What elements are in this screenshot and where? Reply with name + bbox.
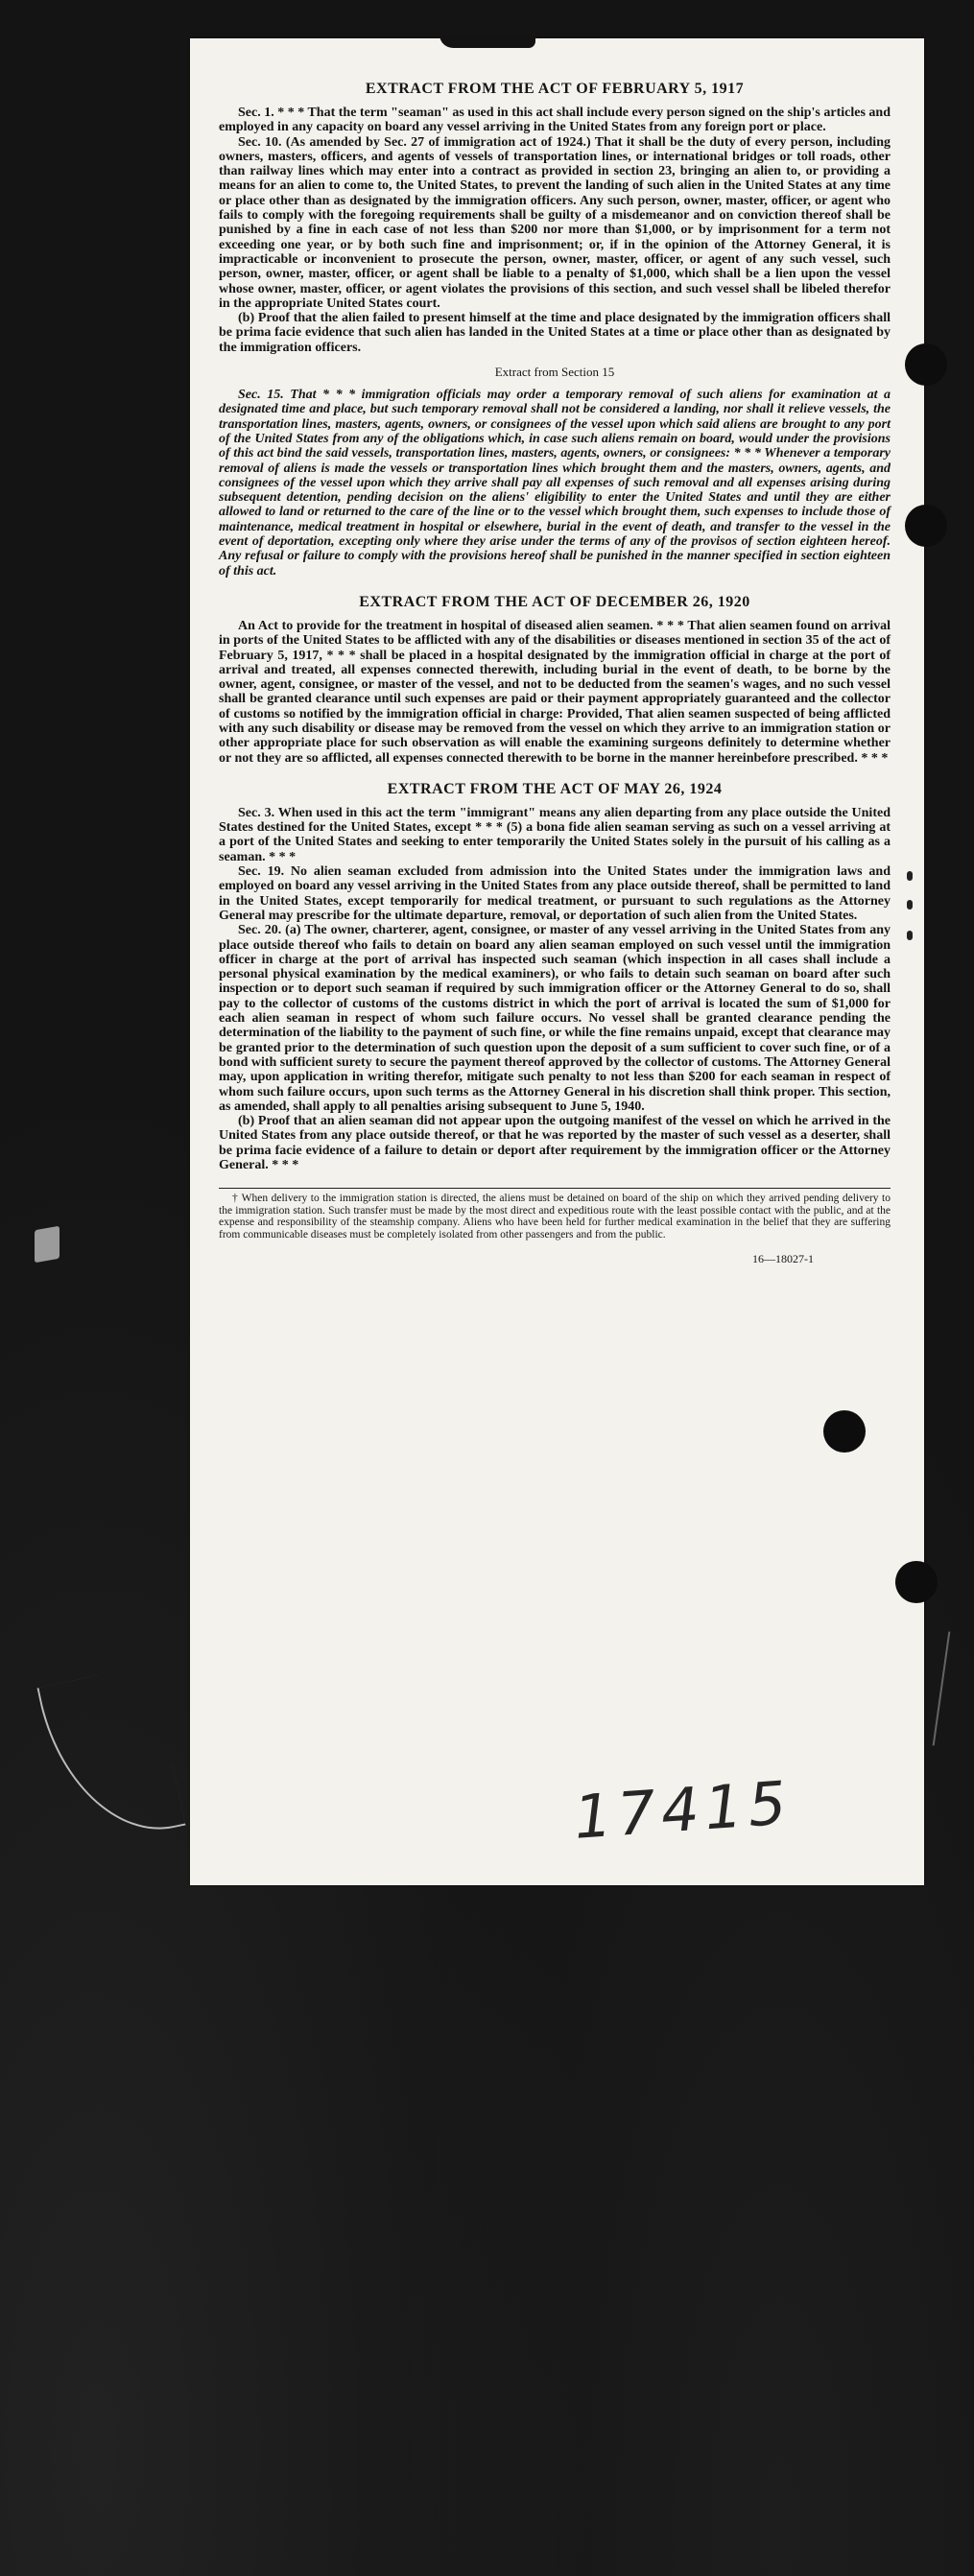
handwritten-number: 17415: [571, 1767, 795, 1853]
footnote-divider: [219, 1188, 891, 1189]
paragraph-sec-19: Sec. 19. No alien seaman excluded from admission into the United States under the immigration laws and employed on board any vessel arriving in the United States from any place outside thereof, shall be permitted to land in the United States, except temporarily for medical treatment, or pursuant to such regulations as the Attorney General may prescribe for the ultimate departure, removal, or deportation of such alien from the United States.: [219, 864, 891, 923]
document-content: [219, 81, 891, 1266]
subheading-section-15: Extract from Section 15: [494, 365, 615, 380]
paragraph-sec-10b: (b) Proof that the alien failed to present himself at the time and place designated by the immigration officers shall be prima facie evidence that such alien has landed in the United States at a time or place other than as designated by the immigration officers.: [219, 311, 891, 355]
heading-act-1917: EXTRACT FROM THE ACT OF FEBRUARY 5, 1917: [365, 81, 745, 97]
margin-mark: [907, 871, 913, 881]
punch-hole: [823, 1410, 866, 1453]
act-1917-section: [219, 81, 891, 579]
film-mark: [35, 1226, 59, 1264]
footnote: [219, 1193, 891, 1241]
punch-hole: [905, 505, 947, 547]
paragraph-sec-20a: Sec. 20. (a) The owner, charterer, agent, consignee, or master of any vessel arriving in the United States from any place outside thereof who fails to detain on board any alien seaman employed on such vessel until the immigration officer in charge at the port of arrival has inspected such seaman (which inspection in all cases shall include a personal physical examination by the medical examiners), or who fails to detain such seaman on board after such inspection or to deport such seaman if required by such immigration officer or the Attorney General to do so, shall pay to the collector of customs of the customs district in which the port of arrival is located the sum of $1,000 for each alien seaman in respect of whom such failure occurs. No vessel shall be granted clearance pending the determination of the liability to the payment of such fine, or while the fine remains unpaid, except that clearance may be granted prior to the determination of such question upon the deposit of a sum sufficient to cover such fine, or of a bond with sufficient surety to secure the payment thereof approved by the collector of customs. The Attorney General may, upon application in writing therefor, mitigate such penalty to not less than $200 for each seaman in respect of whom such failure occurs, upon such terms as the Attorney General in his discretion shall think proper. This section, as amended, shall apply to all penalties arising subsequent to June 5, 1940.: [219, 923, 891, 1114]
margin-mark: [907, 900, 913, 910]
form-number: 16—18027-1: [752, 1252, 814, 1266]
margin-mark: [907, 931, 913, 940]
paragraph-sec-1: Sec. 1. * * * That the term "seaman" as used in this act shall include every person signed on the ship's articles and employed in any capacity on board any vessel arriving in the United States from any foreign port or place.: [219, 106, 891, 135]
paragraph-sec-3: Sec. 3. When used in this act the term "immigrant" means any alien departing from any place outside the United States destined for the United States, except * * * (5) a bona fide alien seaman serving as such on a vessel arriving at a port of the United States and seeking to enter temporarily the United States solely in the pursuit of his calling as a seaman. * * *: [219, 805, 891, 864]
punch-hole: [895, 1561, 938, 1603]
heading-act-1920: EXTRACT FROM THE ACT OF DECEMBER 26, 1920: [359, 593, 750, 610]
punch-hole: [905, 343, 947, 386]
paragraph-sec-15: Sec. 15. That * * * immigration officials may order a temporary removal of such aliens for examination at a designated time and place, but such temporary removal shall not be considered a landing, nor shall it relieve vessels, the transportation lines, masters, agents, owners, or consignees of the vessel upon which said aliens are brought to any port of the United States from any of the obligations which, in case such aliens remain on board, would under the provisions of this act bind the said vessels, transportation lines, masters, agents, owners, or consignees: * * * Whenever a temporary removal of aliens is made the vessels or transportation lines which brought them and the masters, owners, agents, and consignees of the vessel upon which they arrive shall pay all expenses of such removal and all expenses arising during subsequent detention, pending decision on the aliens' eligibility to enter the United States and until they are either allowed to land or returned to the care of the line or to the vessel which brought them, such expenses to include those of maintenance, medical treatment in hospital or elsewhere, burial in the event of death, and transfer to the vessel in the event of deportation, excepting only where they arise under the terms of any of the provisos of section eighteen hereof. Any refusal or failure to comply with the provisions hereof shall be punished in the manner specified in section eighteen of this act.: [219, 388, 891, 579]
paragraph-sec-20b: (b) Proof that an alien seaman did not appear upon the outgoing manifest of the vessel on which he arrived in the United States from any place outside thereof, or that he was reported by the master of such vessel as a deserter, shall be prima facie evidence of a failure to detain or deport after requirement by the immigration officer or the Attorney General. * * *: [219, 1114, 891, 1172]
act-1920-section: [219, 594, 891, 766]
page-tear: [439, 35, 535, 48]
heading-act-1924: EXTRACT FROM THE ACT OF MAY 26, 1924: [387, 780, 723, 797]
paragraph-act-1920: An Act to provide for the treatment in hospital of diseased alien seamen. * * * That alien seamen found on arrival in ports of the United States to be afflicted with any of the disabilities or diseases mentioned in section 35 of the act of February 5, 1917, * * * shall be placed in a hospital designated by the immigration official in charge at the port of arrival and treated, all expenses connected therewith, including burial in the event of death, to be borne by the owner, agent, consignee, or master of the vessel, and not to be deducted from the seamen's wages, and no such vessel shall be granted clearance until such expenses are paid or their payment appropriately guaranteed and the collector of customs so notified by the immigration official in charge: Provided, That alien seamen suspected of being afflicted with any such disability or disease may be removed from the vessel on which they arrive to an immigration station or other appropriate place for such observation as will enable the examining surgeons definitely to determine whether or not they are so afflicted, all expenses connected therewith to be borne in the manner hereinbefore prescribed. * * *: [219, 618, 891, 766]
footnote-text: † When delivery to the immigration station is directed, the aliens must be detained on board of the ship on which they arrived pending delivery to the immigration station. Such transfer must be made by the most direct and expeditious route with the least possible contact with the public, and at the expense and responsibility of the steamship company. Aliens who have been held for further medical examination in the belief that they are suffering from communicable diseases must be completely isolated from other passengers and from the public.: [219, 1193, 891, 1241]
document-page: [190, 38, 924, 1885]
act-1924-section: [219, 781, 891, 1172]
paragraph-sec-10: Sec. 10. (As amended by Sec. 27 of immigration act of 1924.) That it shall be the duty of every person, including owners, masters, officers, and agents of vessels of transportation lines, or international bridges or toll roads, other than railway lines which may enter into a contract as provided in section 23, bringing an alien to, or providing a means for an alien to come to, the United States, to prevent the landing of such alien in the United States at any time or place other than as designated by the immigration officers. Any such person, owner, master, officer, or agent who fails to comply with the foregoing requirements shall be guilty of a misdemeanor and on conviction thereof shall be punished by a fine in each case of not less than $200 nor more than $1,000, or by imprisonment for a term not exceeding one year, or by both such fine and imprisonment; or, if in the opinion of the Attorney General, it is impracticable or inconvenient to prosecute the person, owner, master, officer, or agent of any such vessel, such person, owner, master, officer, or agent shall be liable to a penalty of $1,000, which shall be a lien upon the vessel whose owner, master, officer, or agent violates the provisions of this section, and such vessel shall be libeled therefor in the appropriate United States court.: [219, 134, 891, 311]
